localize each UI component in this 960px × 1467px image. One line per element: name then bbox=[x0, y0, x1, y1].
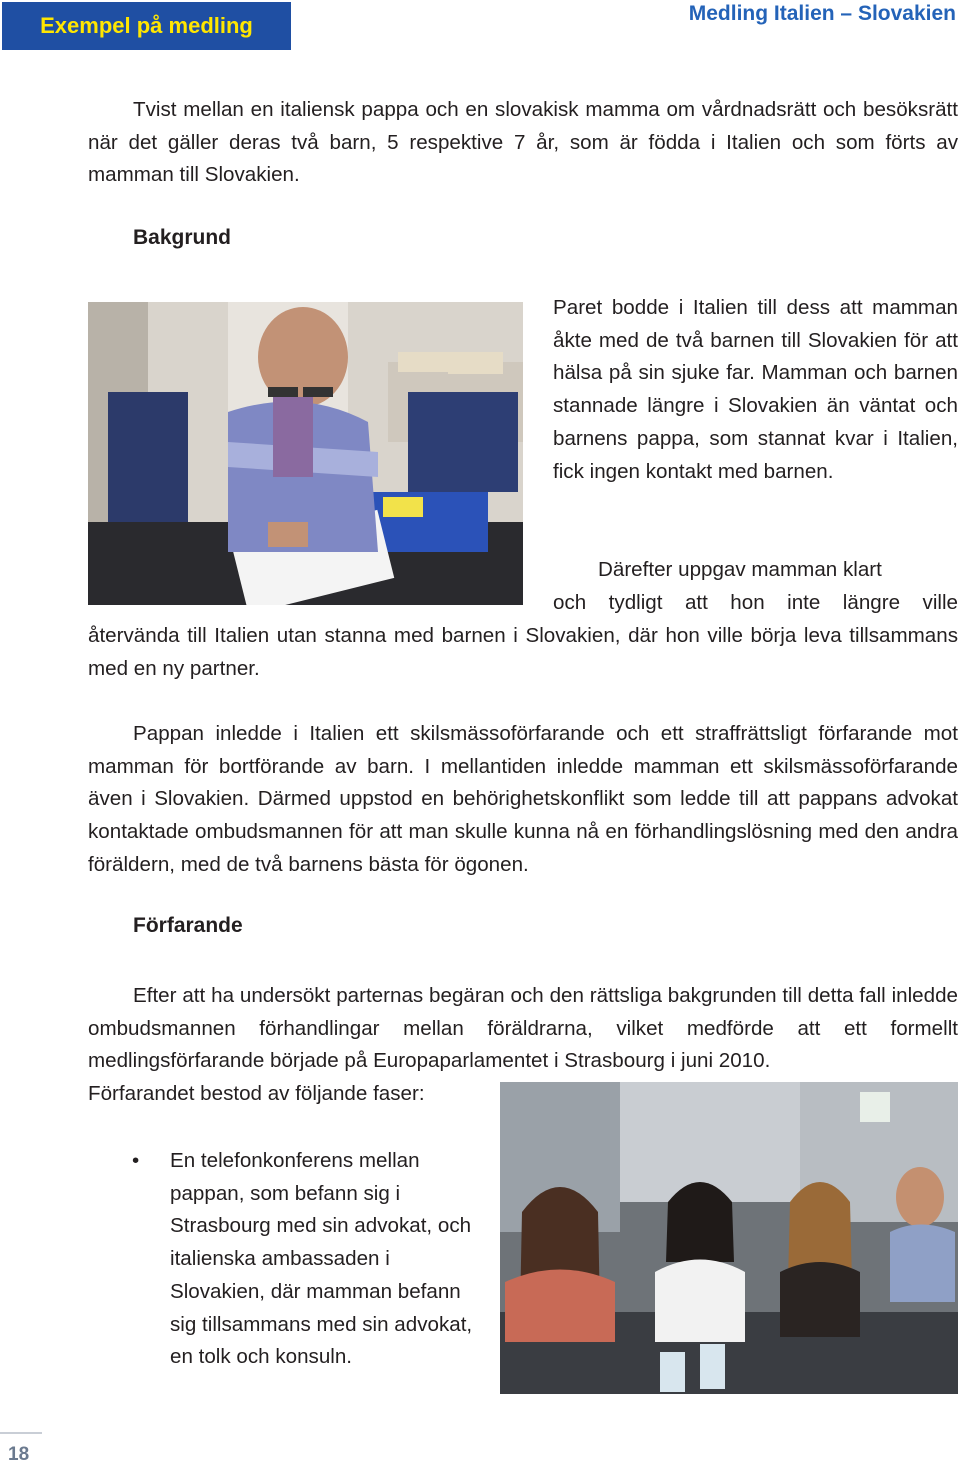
photo-man-writing bbox=[88, 302, 523, 605]
section-tab-label: Exempel på medling bbox=[40, 13, 253, 38]
photo-mediation-meeting bbox=[500, 1082, 958, 1394]
bakgrund-p3: Pappan inledde i Italien ett skilsmässoförfarande och ett straffrättsligt förfarande mot mamman för bortförande av barn. I mellantiden inledde mamman ett skilsmässoförfarande även i Slovakien. Därmed uppstod en behörighetskonflikt som ledde till att pappans advokat kontaktade ombudsmannen för att man skulle kunna nå en förhandlingslösning med den andra föräldern, med de två barnens bästa för ögonen. bbox=[88, 722, 958, 876]
bakgrund-p2-line2: och tydligt att hon inte längre ville bbox=[553, 591, 958, 614]
bakgrund-p2-line1: Därefter uppgav mamman klart bbox=[598, 558, 882, 581]
forfarande-p1: Efter att ha undersökt parternas begäran och den rättsliga bakgrunden till detta fall inledde ombudsmannen förhandlingar mellan föräldrarna, vilket medförde att ett formellt medlingsförfarande började på Europaparlamentet i Strasbourg i juni 2010. bbox=[88, 984, 958, 1073]
phases-list bbox=[120, 1145, 480, 1374]
bakgrund-p2-rest: återvända till Italien utan stanna med barnen i Slovakien, där hon ville börja leva tillsammans med en ny partner. bbox=[88, 624, 958, 680]
heading-bakgrund: Bakgrund bbox=[133, 226, 232, 249]
intro-paragraph: Tvist mellan en italiensk pappa och en slovakisk mamma om vårdnadsrätt och besöksrätt när det gäller deras två barn, 5 respektive 7 år, som är födda i Italien och som förts av mamman till Slovakien. bbox=[88, 98, 958, 187]
bakgrund-side-paragraph: Paret bodde i Italien till dess att mamman åkte med de två barnen till Slovakien för att hälsa på sin sjuke far. Mamman och barnen stannade längre i Slovakien än väntat och barnens pappa, som stannat kvar i Italien, fick ingen kontakt med barnen. bbox=[553, 296, 958, 483]
list-item-text: En telefonkonferens mellan pappan, som befann sig i Strasbourg med sin advokat, och italienska ambassaden i Slovakien, där mamman befann sig tillsammans med sin advokat, en tolk och konsuln. bbox=[170, 1149, 473, 1369]
running-title: Medling Italien – Slovakien bbox=[688, 2, 956, 25]
list-item bbox=[120, 1145, 480, 1374]
footer-divider bbox=[0, 1432, 42, 1434]
forfarande-p1-last: Förfarandet bestod av följande faser: bbox=[88, 1082, 425, 1105]
page-number: 18 bbox=[8, 1444, 30, 1465]
section-tab bbox=[2, 2, 291, 50]
heading-forfarande: Förfarande bbox=[133, 914, 243, 937]
bullet-marker: • bbox=[132, 1149, 140, 1172]
